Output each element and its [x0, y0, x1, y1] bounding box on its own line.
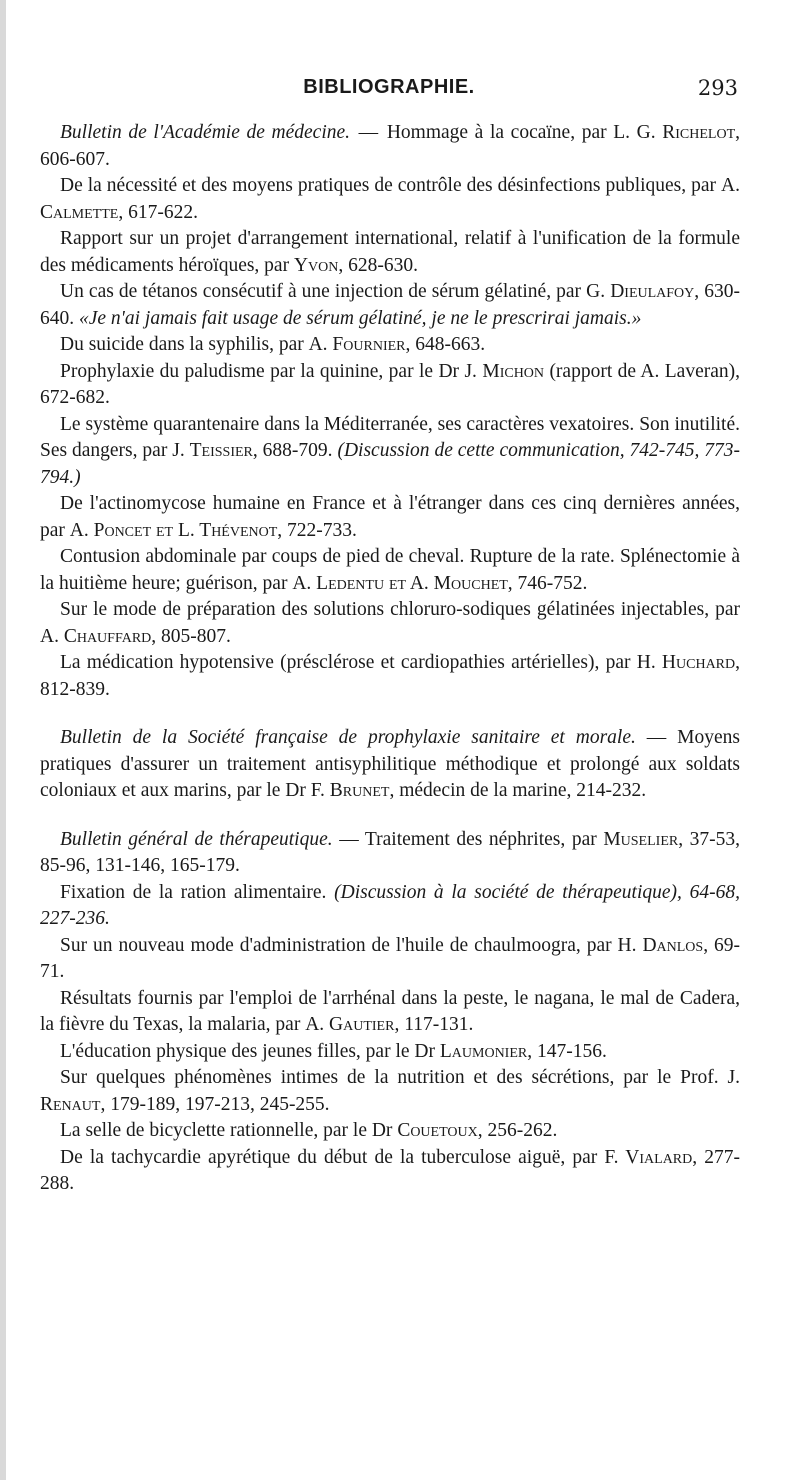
- entry-text: La médication hypotensive (présclérose et cardiopathies artérielles), par: [60, 652, 631, 673]
- bibliography-entry: [40, 226, 740, 279]
- entry-author: H. Huchard: [636, 652, 736, 673]
- entry-text: Sur le mode de préparation des solutions chloruro-sodiques gélatinées injectables, par: [60, 599, 740, 620]
- entry-author: A. Ledentu et A. Mouchet: [292, 572, 508, 594]
- page-header: [40, 76, 738, 100]
- entry-text: De la nécessité et des moyens pratiques de contrôle des désinfections publiques, par: [60, 175, 717, 196]
- bibliography-entry: [40, 933, 740, 986]
- entry-text: Hommage à la cocaïne, par: [386, 122, 607, 143]
- entry-author: Renaut: [40, 1093, 101, 1115]
- entry-author: A. Calmette: [40, 175, 741, 223]
- bibliography-entry: [40, 1118, 740, 1145]
- bibliography-entry: [40, 650, 740, 703]
- bibliography-entry: [40, 880, 740, 933]
- entry-note: (Discussion à la société de thérapeutique), 64-68, 227-236.: [40, 881, 741, 929]
- bibliography-entry: [40, 359, 740, 412]
- bibliography-entry: [40, 597, 740, 650]
- entry-pages: , 688-709.: [252, 440, 333, 461]
- entry-pages: , 606-607.: [40, 122, 741, 170]
- entry-text: — Moyens pratiques d'assurer un traitement antisyphilitique méthodique et prolongé aux soldats coloniaux et aux marins, par le Dr F.: [40, 727, 741, 801]
- page-title: BIBLIOGRAPHIE.: [303, 76, 475, 98]
- entry-author: Yvon: [293, 254, 339, 276]
- bibliography-entry: [40, 332, 740, 359]
- entry-text: — Traitement des néphrites, par: [339, 828, 597, 850]
- entry-note: (Discussion de cette communication, 742-745, 773-794.): [40, 440, 741, 488]
- entry-pages: , 179-189, 197-213, 245-255.: [100, 1093, 330, 1115]
- bibliography-entry: [40, 491, 740, 544]
- entry-pages: , 630-640.: [40, 281, 740, 329]
- bibliography-entry: [40, 279, 740, 332]
- entry-author: Laumonier: [439, 1040, 528, 1062]
- entry-author: A. Gautier: [305, 1014, 395, 1035]
- entry-text: Fixation de la ration alimentaire.: [60, 881, 327, 903]
- bibliography-entry: [40, 412, 740, 492]
- bibliography-entry: [40, 1065, 740, 1118]
- bibliography-entry: [40, 1145, 740, 1198]
- entry-pages: , 277-288.: [40, 1146, 740, 1194]
- entry-author: G. Dieulafoy: [586, 281, 695, 302]
- entry-text: Un cas de tétanos consécutif à une injection de sérum gélatiné, par: [60, 281, 582, 302]
- bibliography-entry: [40, 173, 740, 226]
- entry-text: L'éducation physique des jeunes filles, par le Dr: [60, 1040, 435, 1062]
- entry-pages: , 648-663.: [405, 334, 486, 355]
- entry-pages: , 812-839.: [40, 652, 741, 700]
- entry-author: Teissier: [189, 440, 253, 461]
- entry-pages: , 617-622.: [118, 201, 198, 223]
- entry-text: Prophylaxie du paludisme par la quinine, par le Dr J.: [60, 360, 477, 382]
- bibliography-entry: [40, 1039, 740, 1066]
- entry-text: Contusion abdominale par coups de pied de cheval. Rupture de la rate. Splénectomie à la huitième heure; guérison, par: [40, 546, 740, 594]
- entry-pages: (rapport de A. Laveran), 672-682.: [40, 360, 741, 408]
- entry-pages: , 256-262.: [477, 1120, 558, 1141]
- entry-text: Le système quarantenaire dans la Méditerranée, ses caractères vexatoires. Son inutilité. Ses dangers, par J.: [40, 413, 740, 461]
- journal-title: Bulletin de la Société française de prophylaxie sanitaire et morale.: [60, 727, 636, 748]
- bibliography-entry: [40, 725, 740, 805]
- entry-author: Brunet: [329, 780, 390, 801]
- entry-author: H. Danlos: [617, 934, 704, 956]
- entry-author: A. Fournier: [308, 334, 406, 355]
- journal-title: Bulletin général de thérapeutique.: [60, 828, 333, 850]
- entry-text: Sur un nouveau mode d'administration de l'huile de chaulmoogra, par: [60, 934, 612, 956]
- entry-pages: , 69-71.: [40, 934, 741, 982]
- entry-author: A. Chauffard: [40, 625, 152, 647]
- page-number: 293: [697, 76, 738, 100]
- entry-pages: , 746-752.: [507, 572, 588, 594]
- section-bulletin-therapeutique: [40, 827, 740, 1198]
- section-bulletin-prophylaxie: [40, 725, 740, 805]
- entry-author: Michon: [482, 360, 545, 382]
- bibliography-entry: [40, 986, 740, 1039]
- entry-pages: , 805-807.: [151, 625, 231, 647]
- entry-author: Muselier: [603, 828, 679, 850]
- bibliography-entry: Bulletin de l'Académie de médecine. — Hommage à la cocaïne, par L. G. Richelot, 606-607.: [40, 122, 741, 170]
- bibliography-entry: [40, 827, 740, 880]
- entry-text: De la tachycardie apyrétique du début de la tuberculose aiguë, par: [60, 1146, 598, 1168]
- journal-title: Bulletin de l'Académie de médecine.: [60, 122, 351, 143]
- entry-author: A. Poncet et L. Thévenot: [69, 519, 278, 541]
- entry-author: Couetoux: [397, 1120, 478, 1141]
- entry-text: La selle de bicyclette rationnelle, par le Dr: [60, 1120, 393, 1141]
- bibliography-content: [40, 120, 740, 1198]
- entry-pages: , médecin de la marine, 214-232.: [389, 780, 647, 801]
- entry-pages: , 147-156.: [527, 1040, 607, 1062]
- scan-edge: [0, 0, 6, 1480]
- entry-note: «Je n'ai jamais fait usage de sérum gélatiné, je ne le prescrirai jamais.»: [79, 307, 642, 329]
- entry-text: Résultats fournis par l'emploi de l'arrhénal dans la peste, le nagana, le mal de Cadera, la fièvre du Texas, la malaria, par: [40, 987, 740, 1035]
- entry-text: Sur quelques phénomènes intimes de la nutrition et des sécrétions, par le Prof. J.: [60, 1067, 740, 1088]
- entry-text: Rapport sur un projet d'arrangement international, relatif à l'unification de la formule des médicaments héroïques, par: [40, 228, 740, 276]
- entry-text: Du suicide dans la syphilis, par: [60, 334, 304, 355]
- entry-author: L. G. Richelot: [613, 122, 736, 143]
- entry-pages: , 722-733.: [277, 519, 357, 541]
- section-bulletin-academie: [40, 120, 740, 703]
- entry-author: F. Vialard: [604, 1146, 693, 1168]
- entry-pages: , 628-630.: [338, 254, 419, 276]
- bibliography-entry: [40, 544, 740, 597]
- entry-text: De l'actinomycose humaine en France et à l'étranger dans ces cinq dernières années, par: [40, 493, 740, 541]
- entry-pages: , 117-131.: [394, 1014, 474, 1035]
- entry-pages: , 37-53, 85-96, 131-146, 165-179.: [40, 828, 741, 876]
